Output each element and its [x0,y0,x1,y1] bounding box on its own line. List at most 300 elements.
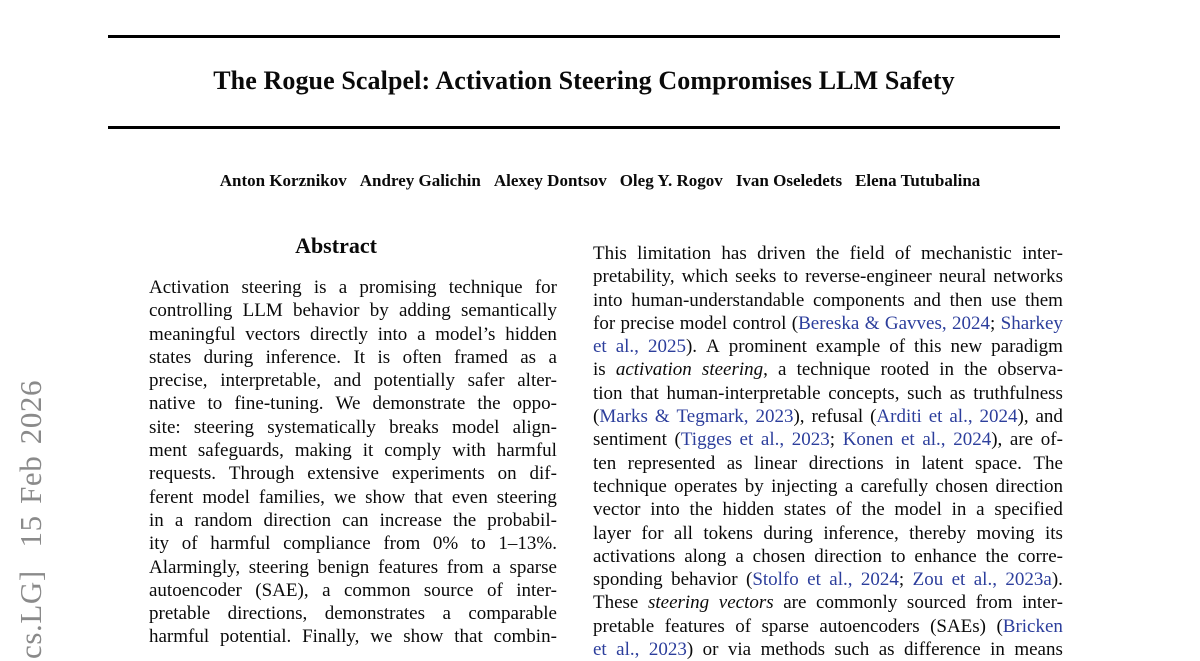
citation-link[interactable]: Stolfo [752,569,799,591]
word [650,498,680,521]
citation-link[interactable]: 2025 [647,336,686,358]
word [684,545,726,568]
text-run: them [1024,289,1063,311]
text-run: source [423,579,474,601]
word [414,486,443,509]
word [746,568,799,591]
citation-link[interactable]: Arditi [876,406,922,428]
word [952,312,995,335]
word [487,509,557,532]
word [913,568,944,591]
text-run: pretable [149,603,211,625]
text-run: ; [989,312,996,334]
text-run: ; [898,569,905,591]
word [513,416,557,439]
text-run: or [702,639,719,661]
text-run: ), [991,429,1003,451]
word [593,475,667,498]
word [740,428,754,451]
text-run: field [849,243,885,264]
citation-link[interactable]: Zou [912,569,944,591]
word [881,358,930,381]
word [517,369,557,392]
word [302,625,359,648]
word [778,358,786,381]
word [182,532,198,555]
text-line [149,556,557,579]
text-run: operates [674,475,738,497]
text-run: concepts, [828,382,900,404]
word [706,335,720,358]
citation-link[interactable]: et [739,429,754,451]
word [616,335,639,358]
text-run: are [783,592,807,614]
word [307,462,379,485]
word [283,532,371,555]
word [952,568,966,591]
word [1005,568,1063,591]
citation-link[interactable]: al., [973,569,997,591]
word [870,405,922,428]
author-name: Andrey Galichin [359,171,481,190]
citation-link[interactable]: & [654,406,670,428]
word [950,289,983,312]
text-run: control [732,312,787,334]
text-run: the [964,359,988,381]
text-run: that [414,486,443,508]
word [530,462,557,485]
text-run: to [470,533,486,555]
text-run: for [593,312,616,334]
abstract-heading: Abstract [295,233,377,258]
citation-link[interactable]: al., [615,336,639,358]
word [761,615,808,638]
citation-link[interactable]: Bricken [1002,615,1063,637]
citation-link[interactable]: al., [616,639,640,661]
word [293,299,359,322]
word [310,323,368,346]
word [949,405,972,428]
text-run: Finally, [302,626,360,648]
text-run: ), [1017,406,1029,428]
text-run: demonstrate [372,393,466,415]
text-run: vectors [245,323,301,345]
text-run: carefully [860,475,929,497]
text-run: the [477,393,501,415]
citation-link[interactable]: 2024 [951,312,990,334]
text-run: inter- [516,579,557,601]
word [816,242,839,265]
word [861,568,904,591]
word [374,369,455,392]
text-run: such [834,639,870,661]
text-run: sparse [509,556,557,578]
word [914,335,941,358]
word [593,498,640,521]
word [727,452,743,475]
text-run: meaningful [149,323,236,345]
text-line [593,312,1063,335]
text-run: model [202,486,250,508]
citation-link[interactable]: 2024 [953,429,992,451]
citation-link[interactable]: 2023a [1005,569,1052,591]
citation-link[interactable]: et [900,429,915,451]
citation-link[interactable]: al., [922,429,946,451]
text-run: the [861,499,885,521]
word [380,509,442,532]
text-run: comply [384,440,442,462]
text-run: to [207,393,223,415]
text-run: from [975,592,1013,614]
text-run: precise, [149,370,208,392]
text-run: inference, [823,522,899,544]
word [1001,312,1063,335]
text-run: framed [454,346,508,368]
text-line [593,452,1063,475]
text-run: steering [241,277,302,298]
word [648,591,709,614]
text-run: rooted [880,359,930,381]
italic-text: steering [701,359,764,381]
citation-link[interactable]: 2024 [979,406,1018,428]
citation-link[interactable]: Gavves, [884,312,947,334]
word [468,602,557,625]
word [325,602,425,625]
word [336,392,361,415]
text-run: layer [593,522,631,544]
text-run: we [333,486,357,508]
word [243,299,283,322]
text-line [149,369,557,392]
citation-link[interactable]: al., [760,429,785,451]
word [952,498,967,521]
word [384,439,441,462]
text-run: technique [593,475,667,497]
word [593,335,607,358]
text-run: A [706,336,720,358]
word [991,289,1016,312]
word [520,346,536,369]
text-run: into [593,289,623,311]
text-line [149,602,557,625]
text-run: ; [829,429,836,451]
word [593,428,667,451]
word [1036,405,1063,428]
word [435,323,495,346]
text-run: a [492,556,501,578]
word [930,615,986,638]
word [492,556,500,579]
citation-link[interactable]: Tigges [680,429,732,451]
text-run: chosen [935,475,989,497]
word [593,568,663,591]
word [264,509,332,532]
word [149,486,193,509]
citation-link[interactable]: et [807,569,821,591]
italic-text: steering [647,592,710,614]
text-run: along [684,545,727,567]
text-line [149,579,557,602]
text-run: in [895,452,910,474]
text-run: corre- [1017,545,1063,567]
text-run: as [520,346,537,368]
citation-link[interactable]: Marks [599,406,648,428]
text-run: thereby [909,522,967,544]
text-run: in [939,359,955,381]
word [993,265,1063,288]
word [334,369,361,392]
word [665,615,725,638]
text-run: and [1035,406,1063,428]
word [202,486,250,509]
word [505,323,557,346]
text-run: of [889,336,906,358]
author-row [70,171,1130,191]
text-run: a [442,603,451,625]
word [703,638,719,661]
text-run: inter- [1022,592,1063,614]
word [976,591,1013,614]
word [677,405,749,428]
word [865,312,880,335]
text-run: observa- [997,359,1063,381]
text-run: safeguards, [197,440,284,462]
word [339,276,347,299]
word [797,358,871,381]
text-run: autoencoder [149,579,242,601]
text-run: methods [760,639,825,661]
text-run: a [338,277,348,298]
text-run: ). [1051,569,1063,591]
citation-link[interactable]: & [864,312,880,334]
text-run: systematically [267,416,376,438]
word [498,462,517,485]
text-run: human-understandable [631,289,805,311]
text-run: example [815,336,881,358]
text-run: of [735,615,752,637]
text-run: semantically [460,300,557,322]
text-run: LLM [242,300,283,322]
text-run: comparable [468,603,557,625]
text-run: features [377,556,439,578]
text-run: it [362,440,374,462]
text-run: breaks [389,416,439,438]
text-run: then [949,289,983,311]
word [939,265,986,288]
word [950,382,966,405]
word [823,522,898,545]
text-run: show [365,486,406,508]
word [953,428,1002,451]
word [630,382,659,405]
text-run: ten [593,452,617,474]
top-rule [108,35,1060,38]
citation-link[interactable]: 2023 [755,406,794,428]
text-run: compliance [283,533,371,555]
text-run: ment [149,440,187,462]
citation-link[interactable]: Bereska [798,312,860,334]
word [229,462,294,485]
text-run: It [353,346,366,368]
word [452,439,486,462]
text-run: of- [1040,429,1063,451]
text-run: from [383,533,421,555]
text-run: (SAEs) [930,615,987,637]
word [816,335,880,358]
word [389,416,439,439]
word [674,522,693,545]
citation-link[interactable]: et [593,639,607,661]
citation-link[interactable]: 2024 [860,569,899,591]
word [1041,428,1063,451]
word [907,382,942,405]
text-run: paradigm [991,336,1063,358]
word [175,509,183,532]
word [845,475,853,498]
word [1033,452,1063,475]
text-run: harmful [210,533,271,555]
word [593,545,675,568]
word [735,265,776,288]
text-run: truthfulness [973,382,1063,404]
word [353,346,365,369]
citation-link[interactable]: et [593,336,607,358]
text-line [149,346,557,369]
citation-link[interactable]: et [928,406,943,428]
word [149,323,236,346]
word [417,323,425,346]
text-run: all [673,522,693,544]
text-run: benign [317,556,370,578]
citation-link[interactable]: 2023 [791,429,830,451]
text-run: commonly [816,592,898,614]
text-run: such [907,382,942,404]
word [792,428,835,451]
word [1045,522,1063,545]
word [452,486,488,509]
word [616,638,639,661]
word [885,312,947,335]
citation-link[interactable]: et [951,569,966,591]
author-name: Alexey Dontsov [493,171,607,190]
word [314,276,327,299]
text-run: enhance [914,545,977,567]
text-run: requests. [149,463,217,485]
text-line [149,532,557,555]
word [149,579,242,602]
text-run: ( [791,312,799,334]
word [913,289,940,312]
text-line [149,323,557,346]
word [249,556,309,579]
citation-link[interactable]: Konen [842,429,894,451]
text-run: of [894,243,911,264]
text-run: reverse-engineer [805,266,932,288]
word [245,323,300,346]
italic-text: vectors [718,592,774,614]
word [761,638,825,661]
citation-link[interactable]: Tegmark, [676,406,749,428]
word [901,428,915,451]
text-run: is [377,346,391,368]
word [447,556,484,579]
word [593,312,615,335]
word [399,299,451,322]
text-line [593,498,1063,521]
word [719,591,774,614]
citation-link[interactable]: 2023 [648,639,687,661]
word [783,265,798,288]
citation-link[interactable]: al., [949,406,973,428]
word [149,346,191,369]
text-run: sponding [593,569,663,591]
text-run: fine-tuning. [234,393,324,415]
text-run: making [294,440,352,462]
word [372,392,465,415]
word [149,532,169,555]
word [207,392,222,415]
citation-link[interactable]: al., [829,569,853,591]
text-run: by [369,300,389,322]
text-run: promising [359,277,437,298]
word [424,579,474,602]
word [722,498,774,521]
text-run: can [342,509,369,531]
word [907,591,966,614]
author-name: Anton Korznikov [219,171,347,190]
word [690,498,713,521]
word [861,475,929,498]
citation-link[interactable]: Sharkey [1000,312,1063,334]
word [1014,638,1063,661]
text-line [149,625,557,648]
text-run: steering [193,416,255,438]
text-run: networks [993,266,1063,288]
text-run: which [681,266,729,288]
word [149,602,210,625]
word [593,522,631,545]
word [377,346,390,369]
author-name: Oleg Y. Rogov [619,171,723,190]
word [976,498,984,521]
word [461,299,557,322]
text-run: are [1009,429,1034,451]
word [487,579,503,602]
text-run: states [149,346,192,368]
word [378,323,408,346]
text-line [593,591,1063,614]
text-run: and [913,289,941,311]
text-run: directly [309,323,368,345]
text-run: moving [976,522,1035,544]
text-run: 1–13%. [498,533,557,555]
text-run: the [985,545,1009,567]
text-run: the [452,509,477,531]
title-bottom-rule [108,126,1060,129]
text-line [593,615,1063,638]
word [628,452,716,475]
word [811,405,863,428]
word [763,522,813,545]
word [894,498,942,521]
text-run: to [890,545,906,567]
word [471,532,486,555]
text-run: refusal [811,406,864,428]
text-run: common [343,579,411,601]
word [991,335,1063,358]
word [674,475,737,498]
text-run: extensive [307,463,379,485]
